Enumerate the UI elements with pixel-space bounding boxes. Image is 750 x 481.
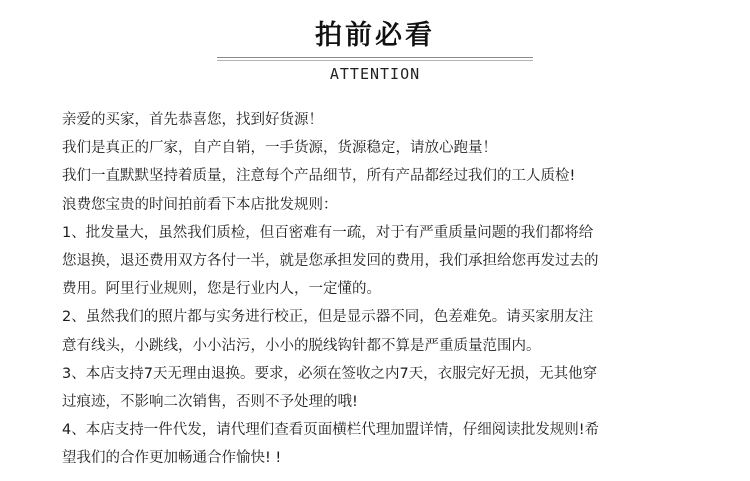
rule-2-line-1: 2、虽然我们的照片都与实务进行校正，但是显示器不同，色差难免。请买家朋友注 bbox=[62, 309, 594, 326]
intro-line-quality: 我们一直默默坚持着质量，注意每个产品细节，所有产品都经过我们的工人质检! bbox=[62, 168, 576, 185]
rule-1-line-3: 费用。阿里行业规则，您是行业内人，一定懂的。 bbox=[62, 281, 381, 298]
rule-2-line-2: 意有线头，小跳线，小小沾污，小小的脱线钩针都不算是严重质量范围内。 bbox=[62, 337, 541, 354]
title-divider-line bbox=[217, 57, 533, 58]
rules-heading-line: 浪费您宝贵的时间拍前看下本店批发规则： bbox=[62, 196, 338, 213]
rule-3-line-1: 3、本店支持7天无理由退换。要求，必须在签收之内7天，衣服完好无损，无其他穿 bbox=[62, 365, 598, 382]
rule-1-line-1: 1、批发量大，虽然我们质检，但百密难有一疏，对于有严重质量问题的我们都将给 bbox=[62, 224, 594, 241]
intro-line-factory: 我们是真正的厂家，自产自销，一手货源，货源稳定，请放心跑量！ bbox=[62, 140, 497, 157]
notice-header bbox=[0, 0, 750, 90]
title-divider-line-secondary bbox=[217, 60, 533, 61]
rule-4-line-1: 4、本店支持一件代发，请代理们查看页面横栏代理加盟详情，仔细阅读批发规则!希 bbox=[62, 422, 600, 439]
notice-subtitle: ATTENTION bbox=[329, 65, 421, 83]
rule-1-line-2: 您退换，退还费用双方各付一半，就是您承担发回的费用，我们承担给您再发过去的 bbox=[62, 253, 599, 270]
rule-4-line-2: 望我们的合作更加畅通合作愉快! ! bbox=[62, 450, 282, 467]
rule-3-line-2: 过痕迹，不影响二次销售，否则不予处理的哦! bbox=[62, 394, 358, 411]
notice-body bbox=[62, 106, 702, 473]
notice-title: 拍前必看 bbox=[315, 20, 435, 51]
greeting-line: 亲爱的买家，首先恭喜您，找到好货源！ bbox=[62, 112, 323, 128]
